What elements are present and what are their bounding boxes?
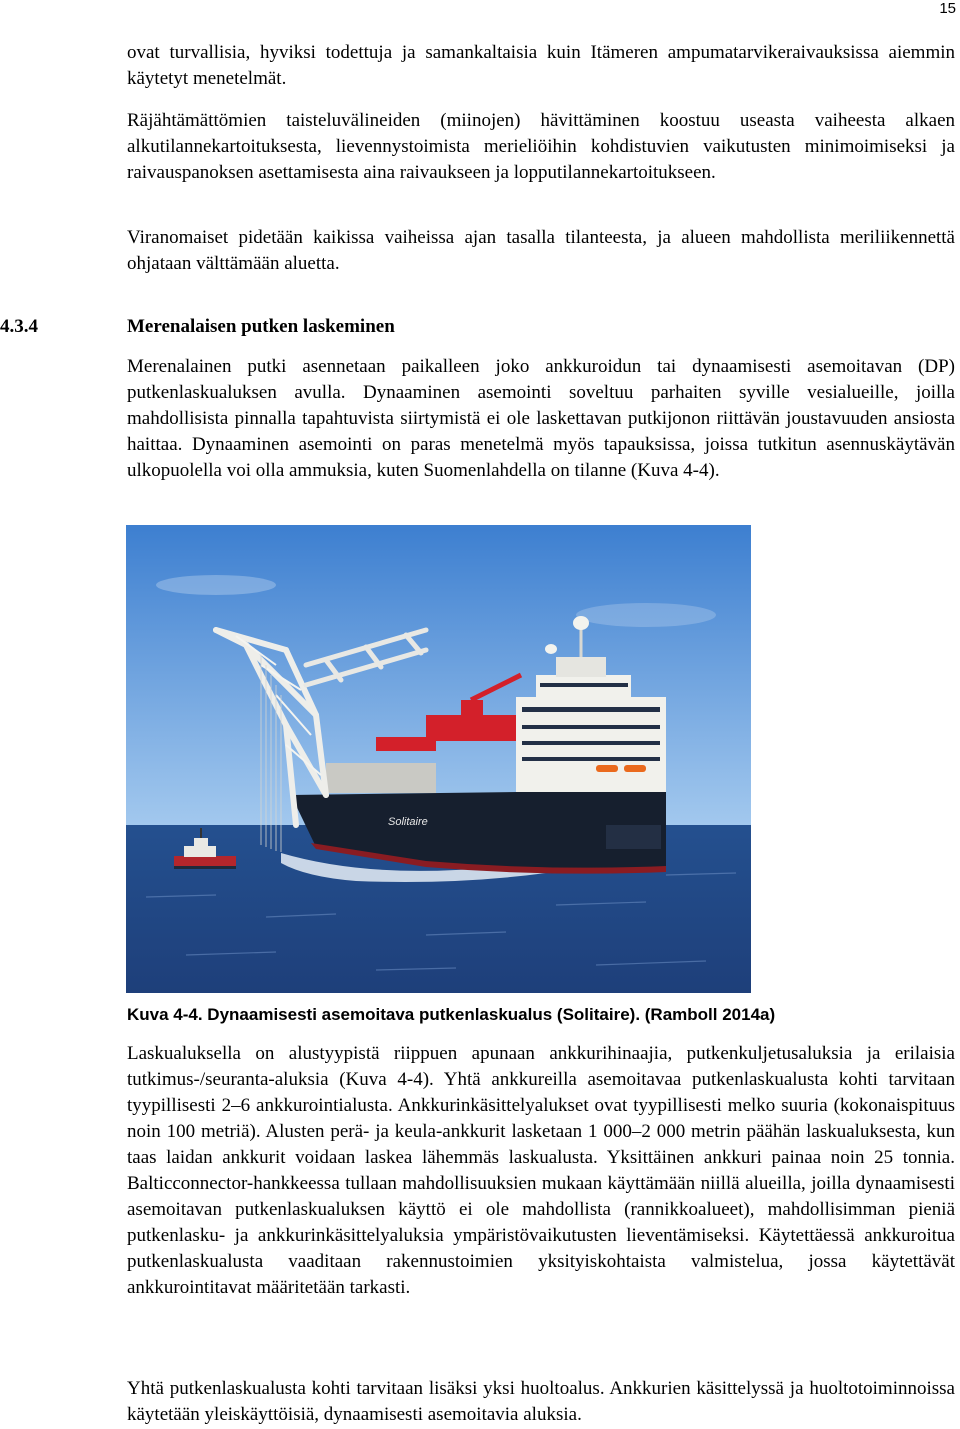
section-title: Merenalaisen putken laskeminen [127, 316, 395, 337]
cloud [576, 603, 716, 627]
intro-paragraph-1: ovat turvallisia, hyviksi todettuja ja samankaltaisia kuin Itämeren ampumatarvikeraivauksissa aiemmin käytetyt menetelmät. [127, 42, 955, 89]
section-paragraph-3: Yhtä putkenlaskualusta kohti tarvitaan lisäksi yksi huoltoalus. Ankkurien käsittelyssä ja huoltotoiminnoissa käytetään yleiskäyttöisiä, dynaamisesti asemoitavia aluksia. [127, 1378, 955, 1425]
page-number: 15 [939, 0, 956, 17]
section-paragraph-2: Laskualuksella on alustyypistä riippuen apunaan ankkurihinaajia, putkenkuljetusaluksia ja erilaisia tutkimus-/seuranta-aluksia (Kuva 4-4). Yhtä ankkureilla asemoitavaa putkenlaskualusta kohti tarvitaan tyypillisesti 2–6 ankkurointialusta. Ankkurinkäsittelyalukset ovat tyypillisesti melko suuria (kokonaispituus noin 100 metriä). Alusten perä- ja keula-ankkurit lasketaan 1 000–2 000 metrin päähän laskualuksesta, kun taas laidan ankkurit voidaan laskea lähemmäs laskualusta. Yksittäinen ankkuri painaa noin 25 tonnia. Balticconnector-hankkeessa tullaan mahdollisuuksien mukaan käyttämään niillä alueilla, joilla dynaamisesti asemoitavan putkenlaskualuksen käyttö ei ole mahdollista (rannikkoalueet), mahdollisimman pieniä putkenlasku- ja ankkurinkäsittelyaluksia ympäristövaikutusten lieventämiseksi. Käytettäessä ankkuroitua putkenlaskualusta vaaditaan rakennustoimien yksityiskohtaista valmistelua, jossa käytettävät ankkurointitavat määritetään tarkasti. [127, 1043, 955, 1298]
intro-paragraph-3: Viranomaiset pidetään kaikissa vaiheissa ajan tasalla tilanteesta, ja alueen mahdollista meriliikennettä ohjataan välttämään aluetta. [127, 227, 955, 274]
section-paragraph-1: Merenalainen putki asennetaan paikalleen joko ankkuroidun tai dynaamisesti asemoitavan (DP) putkenlaskualuksen avulla. Dynaaminen asemointi soveltuu parhaiten syville vesialueille, joilla mahdollisista pinnalla tapahtuvista siirtymistä ei ole laskettavan putkijonon riittävän joustavuuden ansiosta haittaa. Dynaaminen asemointi on paras menetelmä myös tapauksissa, joissa tutkitun asennuskäytävän ulkopuolella voi olla ammuksia, kuten Suomenlahdella on tilanne (Kuva 4-4). [127, 356, 955, 481]
pipelay-vessel-photo [126, 525, 751, 993]
section-number: 4.3.4 [0, 316, 38, 337]
intro-paragraph-2: Räjähtämättömien taisteluvälineiden (miinojen) hävittäminen koostuu useasta vaiheesta alkaen alkutilannekartoituksesta, lievennystoimista merieliöihin kohdistuvien vaikutusten minimoimiseksi ja raivauspanoksen asettamisesta aina raivaukseen ja lopputilannekartoitukseen. [127, 110, 955, 183]
figure-caption: Kuva 4-4. Dynaamisesti asemoitava putkenlaskualus (Solitaire). (Ramboll 2014a) [127, 1005, 776, 1024]
hull-logo-area [606, 825, 661, 849]
hull-name: Solitaire [388, 816, 428, 828]
radar-dome [573, 616, 589, 630]
cloud [156, 575, 276, 595]
